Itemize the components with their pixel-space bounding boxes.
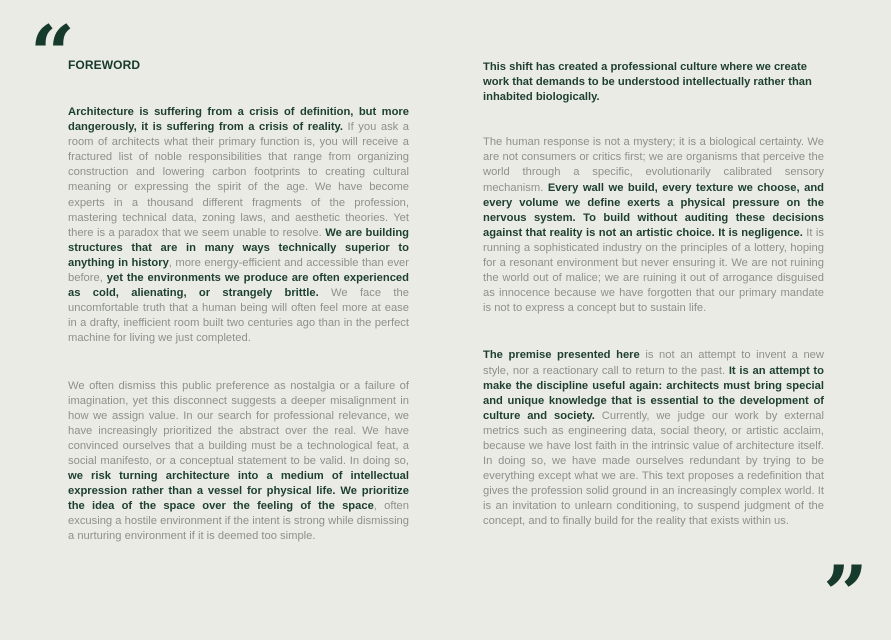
body-text: If you ask a room of architects what their primary function is, you will receive a fractured list of noble responsibilities that range from organizing construction and lowering carbon footprints to creating cultural meaning or expressing the spirit of the age. We have become experts in a thousand different fragments of the profession, mastering technical data, zoning laws, and aesthetic theories. Yet there is a paradox that we seem unable to resolve.: [68, 121, 409, 239]
body-text: The human response is not a mystery; it is a biological certainty. We are not consumers or critics first; we are organisms that perceive the world through a specific, evolutionarily calibrated sensory mechanism.: [483, 136, 824, 194]
emphasis-text: Architecture is suffering from a crisis of definition, but more dangerously, it is suffering from a crisis of reality.: [68, 106, 409, 134]
emphasis-text: Every wall we build, every texture we choose, and every volume we define exerts a physical pressure on the nervous system. To build without auditing these decisions against that reality is not an artistic choice. It is negligence.: [483, 181, 824, 239]
emphasis-text: We are building structures that are in many ways technically superior to anything in history: [68, 226, 410, 269]
body-text: It is running a sophisticated industry on the principles of a lottery, hoping for a resonant environment but never ensuring it. We are not ruining the world out of malice; we are ruining it out of arrogance disguised as innocence because we have forgotten that our primary mandate is not to express a concept but to sustain life.: [483, 226, 824, 315]
body-text: Currently, we judge our work by external metrics such as engineering data, social theory, or artistic acclaim, because we have lost faith in the intrinsic value of architecture itself. In doing so, we have made ourselves redundant by trying to be everything except what we are. This text proposes a redefinition that gives the profession solid ground in an increasingly complex world. It is an invitation to unlearn conditioning, to suspend judgment of the concept, and to finally build for the reality that exists within us.: [483, 409, 824, 528]
emphasis-text: It is an attempt to make the discipline useful again: architects must bring special and unique knowledge that is essential to the development of culture and society.: [483, 364, 824, 422]
left-column: [68, 58, 409, 545]
body-text: We often dismiss this public preference as nostalgia or a failure of imagination, yet this disconnect suggests a deeper misalignment in how we assign value. In our search for professional relevance, we have increasingly prioritized the abstract over the real. We have convinced ourselves that a building must be a technological feat, a social manifesto, or a conceptual statement to be valid. In doing so,: [68, 379, 409, 467]
emphasis-text: yet the environments we produce are often experienced as cold, alienating, or strangely brittle.: [68, 272, 409, 300]
left-paragraph-2: [68, 379, 409, 545]
right-column: [483, 60, 824, 530]
body-text: is not an attempt to invent a new style, nor a reactionary call to return to the past.: [483, 349, 824, 377]
right-intro: This shift has created a professional culture where we create work that demands to be understood intellectually rather than inhabited biologically.: [483, 61, 812, 104]
left-paragraph-1: [68, 105, 409, 347]
open-quote-mark: “: [30, 9, 75, 100]
right-paragraph-1: [483, 135, 824, 316]
emphasis-text: we risk turning architecture into a medium of intellectual expression rather than a vessel for physical life. We prioritize the idea of the space over the feeling of the space: [68, 470, 409, 513]
emphasis-text: The premise presented here: [483, 349, 640, 362]
page-heading: FOREWORD: [68, 58, 141, 72]
right-paragraph-2: [483, 348, 824, 529]
close-quote-mark: ”: [823, 549, 868, 640]
body-text: We face the uncomfortable truth that a human being will often feel more at ease in a drafty, inefficient room built two centuries ago than in the perfect machine for living we just completed.: [68, 287, 409, 345]
body-text: , often excusing a hostile environment if the intent is strong while dismissing a nurturing environment if it is deemed too simple.: [68, 500, 409, 543]
body-text: , more energy-efficient and accessible than ever before,: [68, 256, 409, 285]
